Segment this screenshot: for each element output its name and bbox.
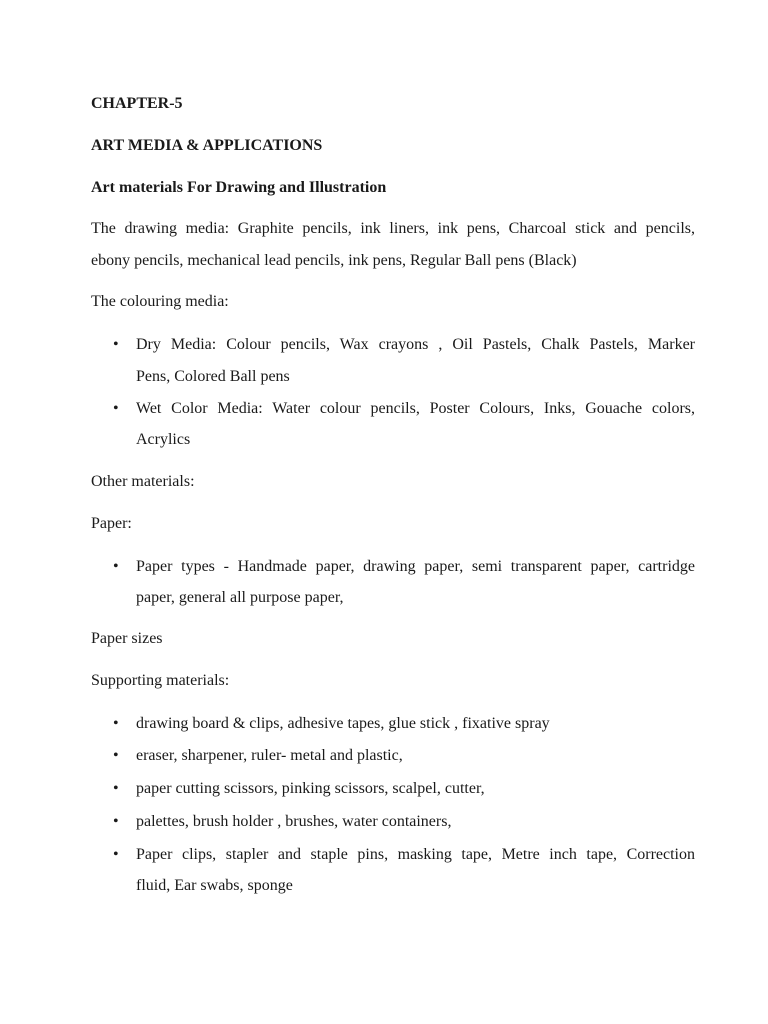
- bullet-icon: •: [113, 846, 119, 863]
- colouring-media-heading: The colouring media:: [91, 293, 229, 310]
- list-item-line-2: Acrylics: [136, 431, 191, 448]
- list-item-line-2: fluid, Ear swabs, sponge: [136, 877, 293, 894]
- drawing-media-line-1: The drawing media: Graphite pencils, ink liners, ink pens, Charcoal stick and pencils,: [91, 220, 695, 237]
- list-item-line-2: Pens, Colored Ball pens: [136, 368, 290, 385]
- list-item-line-1: Paper clips, stapler and staple pins, masking tape, Metre inch tape, Correction: [136, 846, 695, 863]
- bullet-icon: •: [113, 400, 119, 417]
- list-item-line-1: Paper types - Handmade paper, drawing paper, semi transparent paper, cartridge: [136, 558, 695, 575]
- list-item-line-1: Dry Media: Colour pencils, Wax crayons , Oil Pastels, Chalk Pastels, Marker: [136, 336, 695, 353]
- drawing-media-line-2: ebony pencils, mechanical lead pencils, ink pens, Regular Ball pens (Black): [91, 252, 577, 269]
- list-item-line-1: Wet Color Media: Water colour pencils, Poster Colours, Inks, Gouache colors,: [136, 400, 695, 417]
- bullet-icon: •: [113, 813, 119, 830]
- list-item-line-2: paper, general all purpose paper,: [136, 589, 344, 606]
- chapter-title: ART MEDIA & APPLICATIONS: [91, 137, 323, 154]
- supporting-materials-heading: Supporting materials:: [91, 672, 230, 689]
- bullet-icon: •: [113, 558, 119, 575]
- section-heading: Art materials For Drawing and Illustration: [91, 179, 387, 196]
- paper-heading: Paper:: [91, 515, 132, 532]
- list-item-text: paper cutting scissors, pinking scissors, scalpel, cutter,: [136, 780, 485, 797]
- bullet-icon: •: [113, 715, 119, 732]
- paper-sizes-heading: Paper sizes: [91, 630, 163, 647]
- list-item-text: drawing board & clips, adhesive tapes, glue stick , fixative spray: [136, 715, 550, 732]
- bullet-icon: •: [113, 780, 119, 797]
- chapter-number: CHAPTER-5: [91, 95, 183, 112]
- bullet-icon: •: [113, 747, 119, 764]
- bullet-icon: •: [113, 336, 119, 353]
- list-item-text: palettes, brush holder , brushes, water containers,: [136, 813, 452, 830]
- list-item-text: eraser, sharpener, ruler- metal and plastic,: [136, 747, 403, 764]
- other-materials-heading: Other materials:: [91, 473, 195, 490]
